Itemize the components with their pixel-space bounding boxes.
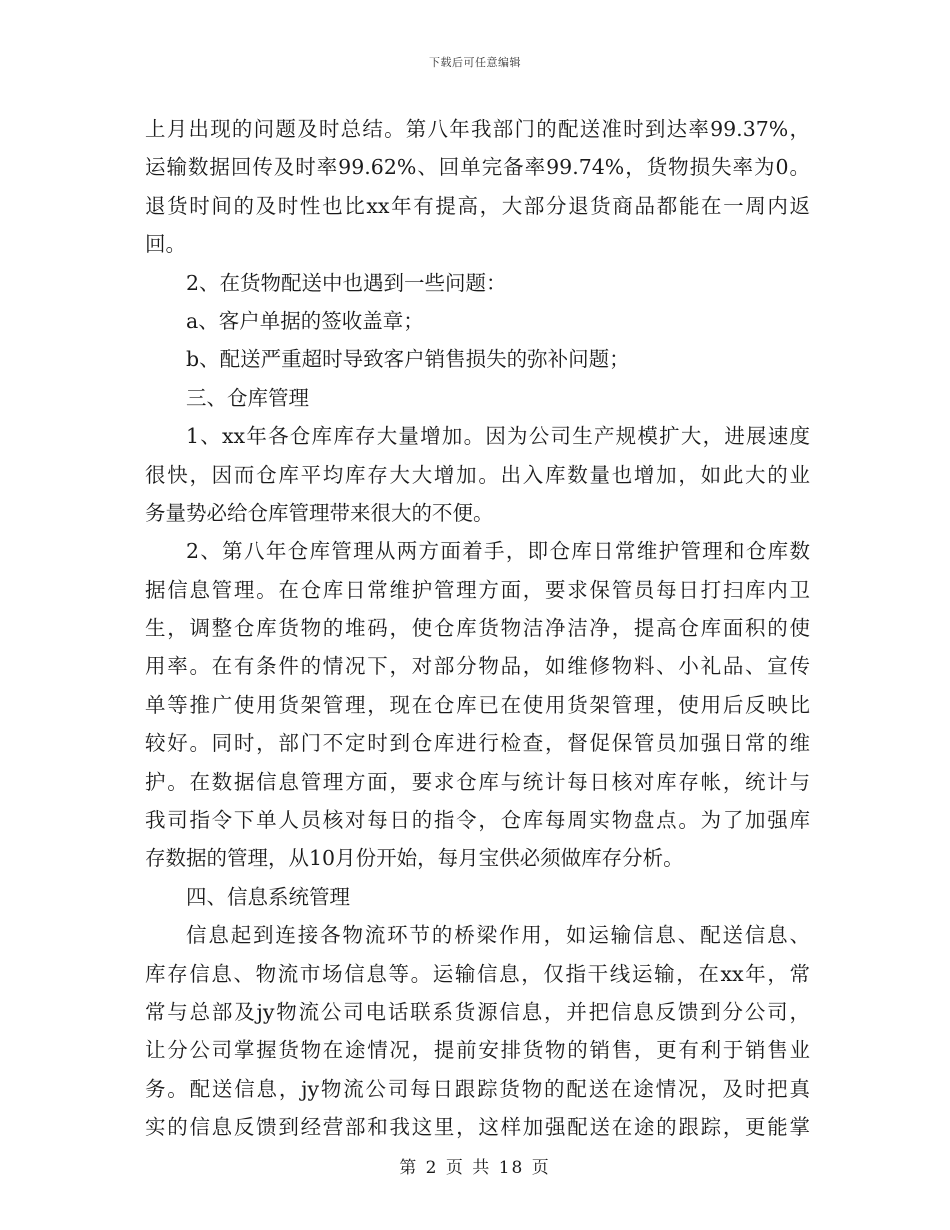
text-line: 据信息管理。在仓库日常维护管理方面，要求保管员每日打扫库内卫 [145, 577, 810, 602]
text-line: 2、第八年仓库管理从两方面着手，即仓库日常维护管理和仓库数 [186, 539, 810, 564]
text-line: 务量势必给仓库管理带来很大的不便。 [145, 500, 494, 525]
text-line: b、配送严重超时导致客户销售损失的弥补问题； [186, 347, 630, 372]
text-line: 1、xx年各仓库库存大量增加。因为公司生产规模扩大，进展速度 [186, 424, 810, 449]
text-line: 存数据的管理，从10月份开始，每月宝供必须做库存分析。 [145, 846, 684, 871]
text-line: 护。在数据信息管理方面，要求仓库与统计每日核对库存帐，统计与 [145, 769, 810, 794]
text-line: 让分公司掌握货物在途情况，提前安排货物的销售，更有利于销售业 [145, 1038, 810, 1063]
text-line: 库存信息、物流市场信息等。运输信息，仅指干线运输，在xx年，常 [145, 961, 810, 986]
text-line: 实的信息反馈到经营部和我这里，这样加强配送在途的跟踪，更能掌 [145, 1115, 810, 1140]
text-line: 务。配送信息，jy物流公司每日跟踪货物的配送在途情况，及时把真 [145, 1076, 810, 1101]
text-line: 我司指令下单人员核对每日的指令，仓库每周实物盘点。为了加强库 [145, 808, 810, 833]
text-line: 较好。同时，部门不定时到仓库进行检查，督促保管员加强日常的维 [145, 731, 810, 756]
text-line: 2、在货物配送中也遇到一些问题： [186, 270, 507, 295]
text-line: 四、信息系统管理 [186, 884, 350, 909]
text-line: 运输数据回传及时率99.62%、回单完备率99.74%，货物损失率为0。 [145, 155, 810, 180]
text-line: 信息起到连接各物流环节的桥梁作用，如运输信息、配送信息、 [186, 923, 810, 948]
text-line: 退货时间的及时性也比xx年有提高，大部分退货商品都能在一周内返 [145, 193, 810, 218]
text-line: 很快，因而仓库平均库存大大增加。出入库数量也增加，如此大的业 [145, 462, 810, 487]
page-header: 下载后可任意编辑 [429, 56, 521, 69]
document-body [145, 110, 810, 1147]
text-line: 上月出现的问题及时总结。第八年我部门的配送准时到达率99.37%， [145, 117, 810, 141]
text-line: a、客户单据的签收盖章； [186, 308, 424, 333]
text-line: 常与总部及jy物流公司电话联系货源信息，并把信息反馈到分公司， [145, 999, 810, 1024]
text-line: 生，调整仓库货物的堆码，使仓库货物洁净洁净，提高仓库面积的使 [145, 616, 810, 641]
text-line: 回。 [145, 232, 186, 257]
text-line: 用率。在有条件的情况下，对部分物品，如维修物料、小礼品、宣传 [145, 654, 810, 679]
text-line: 单等推广使用货架管理，现在仓库已在使用货架管理，使用后反映比 [145, 692, 810, 717]
text-line: 三、仓库管理 [186, 385, 309, 410]
page-number: 第 2 页 共 18 页 [399, 1158, 551, 1178]
